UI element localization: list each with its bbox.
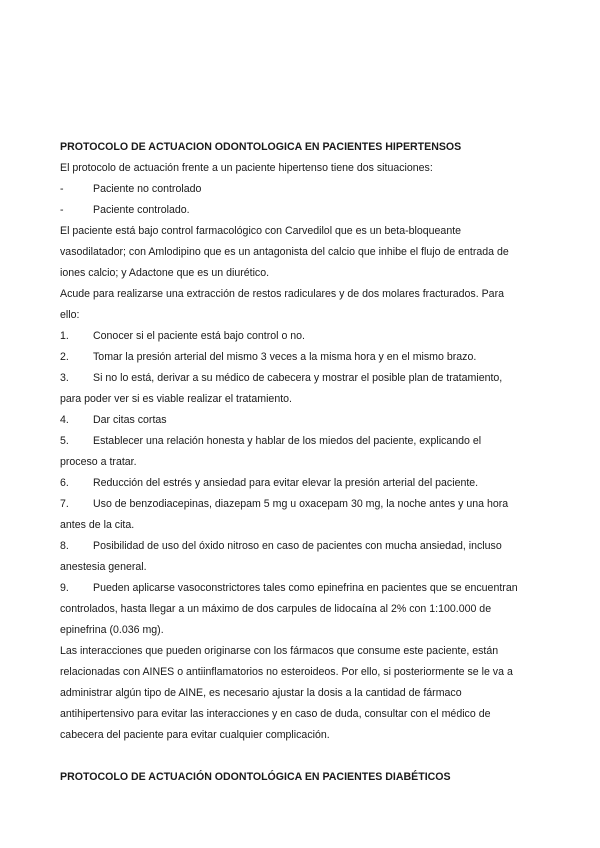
step-item <box>60 536 536 557</box>
treatment-paragraph <box>60 221 536 284</box>
step-text: Si no lo está, derivar a su médico de cabecera y mostrar el posible plan de tratamiento, <box>93 372 503 384</box>
step-continuation: anestesia general. <box>60 561 147 573</box>
intro-paragraph: El protocolo de actuación frente a un paciente hipertenso tiene dos situaciones: <box>60 162 433 174</box>
step-continuation: epinefrina (0.036 mg). <box>60 624 164 636</box>
step-continuation: antes de la cita. <box>60 519 135 531</box>
step-item <box>60 368 536 389</box>
treatment-line: El paciente está bajo control farmacológico con Carvedilol que es un beta-bloqueante <box>60 225 462 237</box>
step-text: Conocer si el paciente está bajo control o no. <box>93 330 306 342</box>
step-text: Uso de benzodiacepinas, diazepam 5 mg u oxacepam 30 mg, la noche antes y una hora <box>93 498 509 510</box>
interactions-line: relacionadas con AINES o antiinflamatorios no esteroideos. Por ello, si posteriormente se le va a <box>60 666 513 678</box>
step-number: 3. <box>60 372 69 384</box>
bullet-marker: - <box>60 183 64 195</box>
step-item <box>60 410 536 431</box>
bullet-item <box>60 200 536 221</box>
step-number: 4. <box>60 414 69 426</box>
step-item <box>60 347 536 368</box>
interactions-line: antihipertensivo para evitar las interacciones y en caso de duda, consultar con el médico de <box>60 708 491 720</box>
step-number: 9. <box>60 582 69 594</box>
procedure-line: ello: <box>60 309 80 321</box>
step-text: Pueden aplicarse vasoconstrictores tales como epinefrina en pacientes que se encuentran <box>93 582 518 594</box>
step-number: 8. <box>60 540 69 552</box>
interactions-paragraph <box>60 641 536 746</box>
step-text: Tomar la presión arterial del mismo 3 veces a la misma hora y en el mismo brazo. <box>93 351 477 363</box>
step-item <box>60 494 536 515</box>
bullet-text: Paciente controlado. <box>93 204 190 216</box>
step-number: 6. <box>60 477 69 489</box>
treatment-line: iones calcio; y Adactone que es un diurético. <box>60 267 270 279</box>
steps-list <box>60 326 536 641</box>
procedure-line: Acude para realizarse una extracción de restos radiculares y de dos molares fracturados. Para <box>60 288 504 300</box>
section-spacer <box>60 746 536 767</box>
section-title-hipertensos: PROTOCOLO DE ACTUACION ODONTOLOGICA EN PACIENTES HIPERTENSOS <box>60 141 462 153</box>
step-number: 1. <box>60 330 69 342</box>
step-item <box>60 578 536 599</box>
interactions-line: cabecera del paciente para evitar cualquier complicación. <box>60 729 330 741</box>
step-continuation: controlados, hasta llegar a un máximo de dos carpules de lidocaína al 2% con 1:100.000 de <box>60 603 492 615</box>
section-title-diabeticos: PROTOCOLO DE ACTUACIÓN ODONTOLÓGICA EN PACIENTES DIABÉTICOS <box>60 771 451 783</box>
step-text: Dar citas cortas <box>93 414 167 426</box>
step-item <box>60 326 536 347</box>
bullet-marker: - <box>60 204 64 216</box>
step-continuation: para poder ver si es viable realizar el tratamiento. <box>60 393 292 405</box>
document-page <box>60 137 536 788</box>
step-continuation: proceso a tratar. <box>60 456 137 468</box>
treatment-line: vasodilatador; con Amlodipino que es un antagonista del calcio que inhibe el flujo de entrada de <box>60 246 509 258</box>
step-number: 7. <box>60 498 69 510</box>
step-item <box>60 431 536 452</box>
step-text: Establecer una relación honesta y hablar de los miedos del paciente, explicando el <box>93 435 482 447</box>
step-item <box>60 473 536 494</box>
bullet-text: Paciente no controlado <box>93 183 202 195</box>
step-text: Posibilidad de uso del óxido nitroso en caso de pacientes con mucha ansiedad, incluso <box>93 540 502 552</box>
step-text: Reducción del estrés y ansiedad para evitar elevar la presión arterial del paciente. <box>93 477 479 489</box>
step-number: 2. <box>60 351 69 363</box>
bullet-item <box>60 179 536 200</box>
interactions-line: administrar algún tipo de AINE, es necesario ajustar la dosis a la cantidad de fármaco <box>60 687 462 699</box>
procedure-paragraph <box>60 284 536 326</box>
step-number: 5. <box>60 435 69 447</box>
interactions-line: Las interacciones que pueden originarse con los fármacos que consume este paciente, están <box>60 645 499 657</box>
